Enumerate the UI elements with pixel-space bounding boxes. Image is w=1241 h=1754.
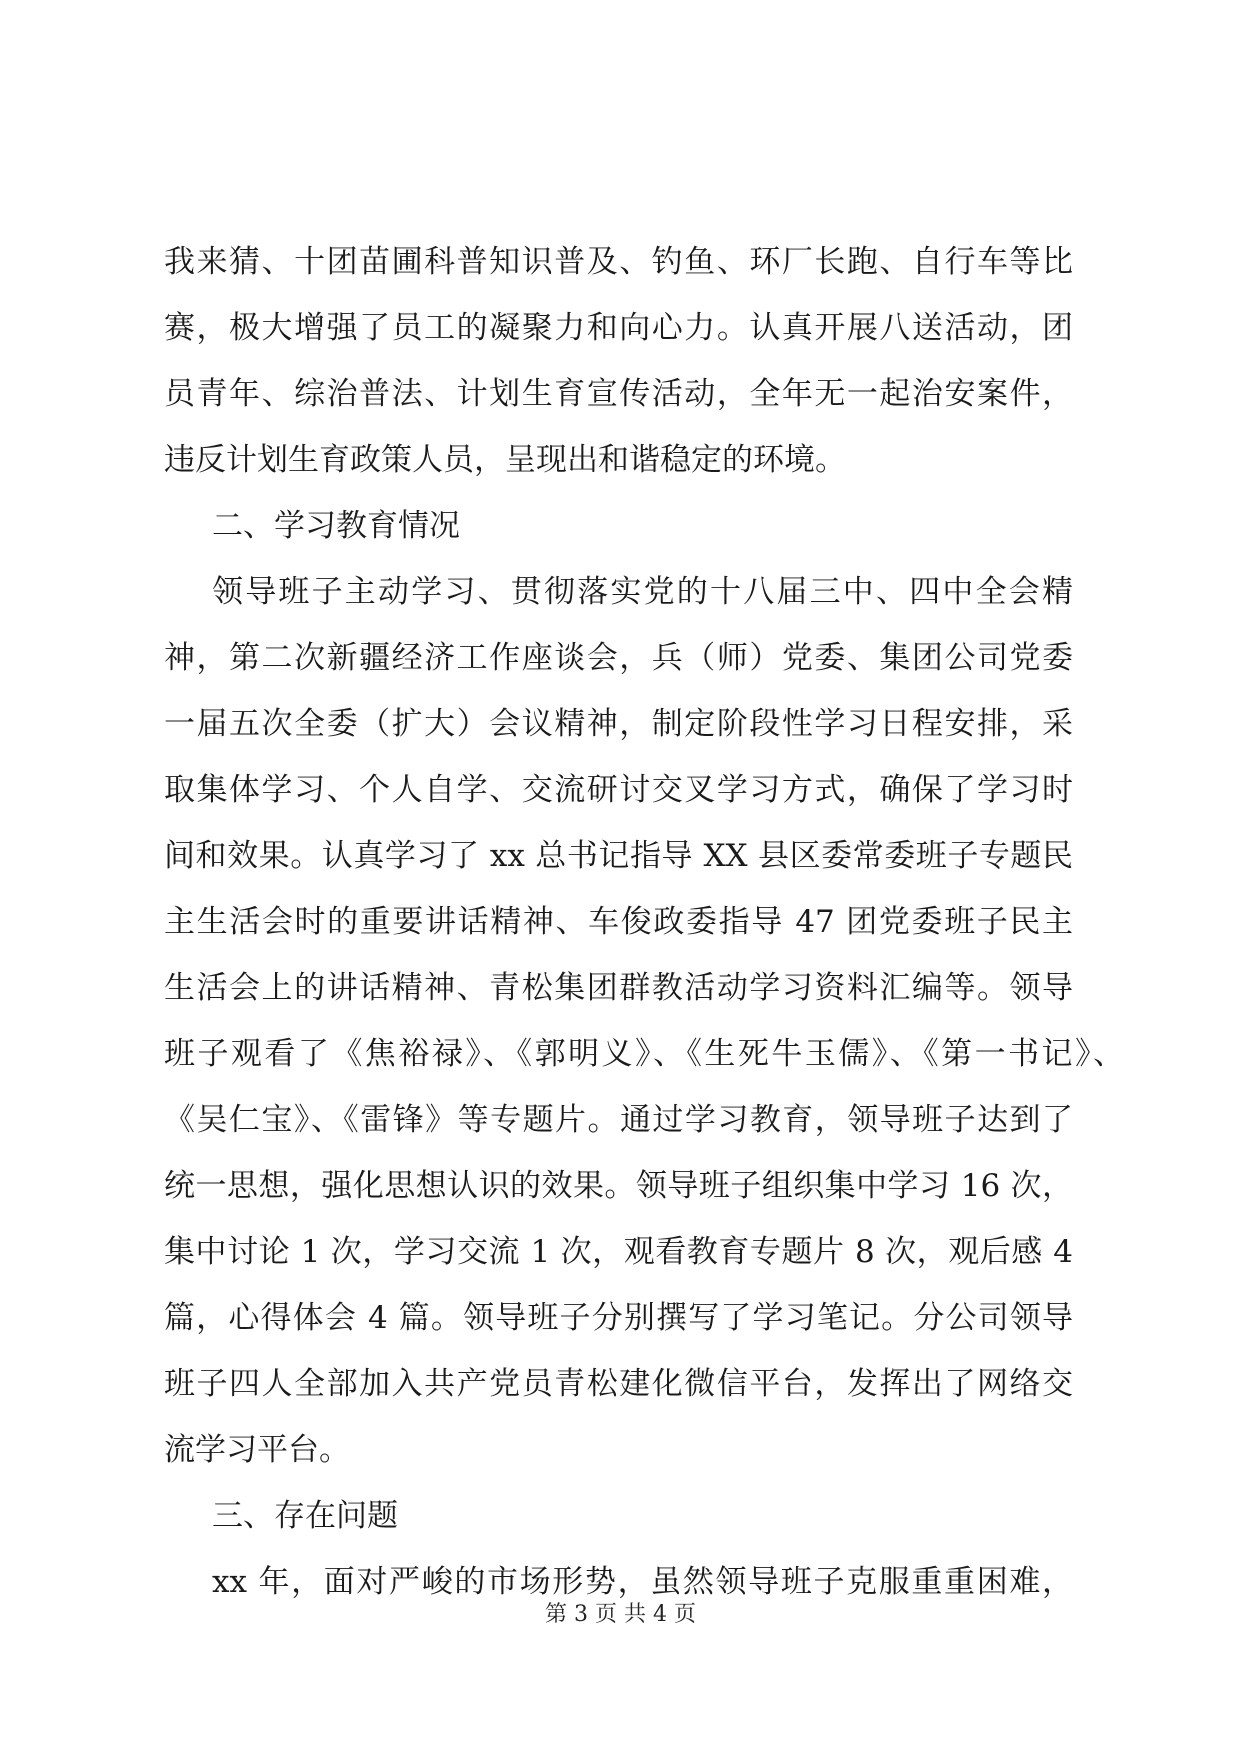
text-line-13: 班子观看了《焦裕禄》、《郭明义》、《生死牛玉儒》、《第一书记》、 [164, 1036, 1124, 1072]
text-line-16: 集中讨论 1 次，学习交流 1 次，观看教育专题片 8 次，观后感 4 [164, 1234, 1073, 1270]
text-line-19: 流学习平台。 [164, 1432, 350, 1468]
section-heading-2: 二、学习教育情况 [212, 508, 460, 544]
text-line-11: 主生活会时的重要讲话精神、车俊政委指导 47 团党委班子民主 [164, 904, 1073, 940]
text-line-9: 取集体学习、个人自学、交流研讨交叉学习方式，确保了学习时 [164, 772, 1073, 808]
text-line-14: 《吴仁宝》、《雷锋》等专题片。通过学习教育，领导班子达到了 [164, 1102, 1073, 1138]
text-line-4: 违反计划生育政策人员，呈现出和谐稳定的环境。 [164, 442, 846, 478]
text-line-1: 我来猜、十团苗圃科普知识普及、钓鱼、环厂长跑、自行车等比 [164, 244, 1073, 280]
text-line-2: 赛，极大增强了员工的凝聚力和向心力。认真开展八送活动，团 [164, 310, 1073, 346]
page-footer: 第 3 页 共 4 页 [545, 1602, 696, 1627]
text-line-6: 领导班子主动学习、贯彻落实党的十八届三中、四中全会精 [212, 574, 1073, 610]
text-line-21: xx 年，面对严峻的市场形势，虽然领导班子克服重重困难， [212, 1564, 1073, 1600]
text-line-7: 神，第二次新疆经济工作座谈会，兵（师）党委、集团公司党委 [164, 640, 1073, 676]
text-line-8: 一届五次全委（扩大）会议精神，制定阶段性学习日程安排，采 [164, 706, 1073, 742]
text-line-15: 统一思想，强化思想认识的效果。领导班子组织集中学习 16 次， [164, 1168, 1073, 1204]
text-line-12: 生活会上的讲话精神、青松集团群教活动学习资料汇编等。领导 [164, 970, 1073, 1006]
text-line-3: 员青年、综治普法、计划生育宣传活动，全年无一起治安案件， [164, 376, 1073, 412]
text-line-18: 班子四人全部加入共产党员青松建化微信平台，发挥出了网络交 [164, 1366, 1073, 1402]
text-line-17: 篇，心得体会 4 篇。领导班子分别撰写了学习笔记。分公司领导 [164, 1300, 1073, 1336]
text-line-10: 间和效果。认真学习了 xx 总书记指导 XX 县区委常委班子专题民 [164, 838, 1073, 874]
section-heading-3: 三、存在问题 [212, 1498, 398, 1534]
